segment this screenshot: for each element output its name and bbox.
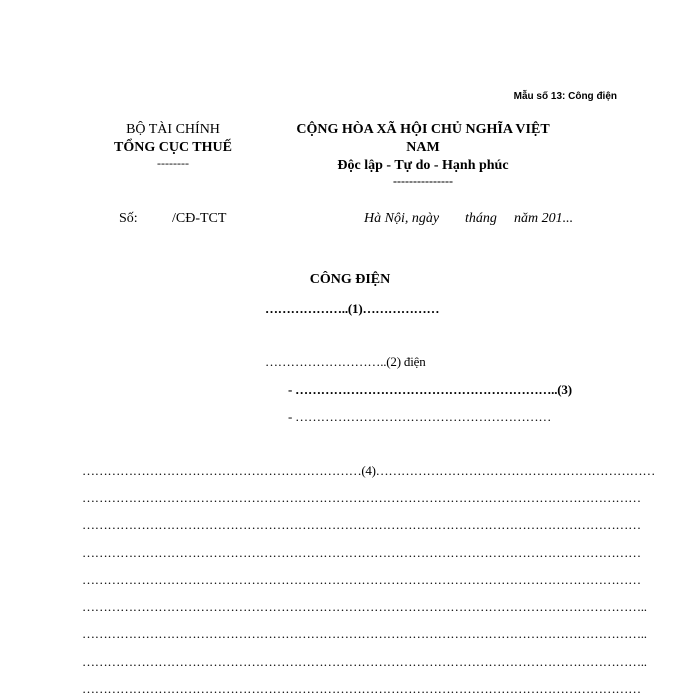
body-line: ……………………………………………………………………………………………………………………	[82, 517, 641, 532]
ministry-name: BỘ TÀI CHÍNH	[126, 122, 220, 137]
body-line: ……………………………………………………………………………………………………………………	[82, 572, 641, 587]
body-line: …………………………………………………………(4)…………………………………………………………	[82, 463, 656, 478]
body-line: ……………………………………………………………………………………………………………………	[82, 681, 641, 696]
department-name: TỔNG CỤC THUẾ	[114, 140, 232, 155]
placeholder-line-1: ………………..(1)………………	[265, 301, 440, 316]
form-number-label: Mẫu số 13: Công điện	[513, 91, 617, 102]
date-month: tháng	[465, 211, 497, 226]
issuer-separator: --------	[157, 156, 189, 170]
body-line: ……………………………………………………………………………………………………………………..	[82, 599, 647, 614]
document-title: CÔNG ĐIỆN	[309, 272, 391, 287]
date-year: năm 201...	[514, 211, 574, 226]
national-title-line2: NAM	[406, 140, 440, 155]
place-date: Hà Nội, ngày	[364, 211, 440, 226]
national-header	[258, 121, 588, 187]
body-line: ……………………………………………………………………………………………………………………..	[82, 626, 647, 641]
national-title-line1: CỘNG HÒA XÃ HỘI CHỦ NGHĨA VIỆT	[296, 122, 550, 137]
motto-separator: ---------------	[393, 174, 453, 188]
number-label: Số:	[119, 211, 138, 226]
placeholder-line-4: - ……………………………………………………	[288, 409, 552, 424]
document-code: /CĐ-TCT	[172, 211, 227, 226]
body-line: ……………………………………………………………………………………………………………………	[82, 490, 641, 505]
placeholder-line-3: - ……………………………………………………..(3)	[288, 382, 572, 397]
national-motto: Độc lập - Tự do - Hạnh phúc	[337, 158, 509, 173]
body-line: ……………………………………………………………………………………………………………………	[82, 545, 641, 560]
body-line: ……………………………………………………………………………………………………………………..	[82, 654, 647, 669]
placeholder-line-2: ………………………..(2) điện	[265, 354, 426, 369]
issuer-header	[98, 121, 248, 169]
